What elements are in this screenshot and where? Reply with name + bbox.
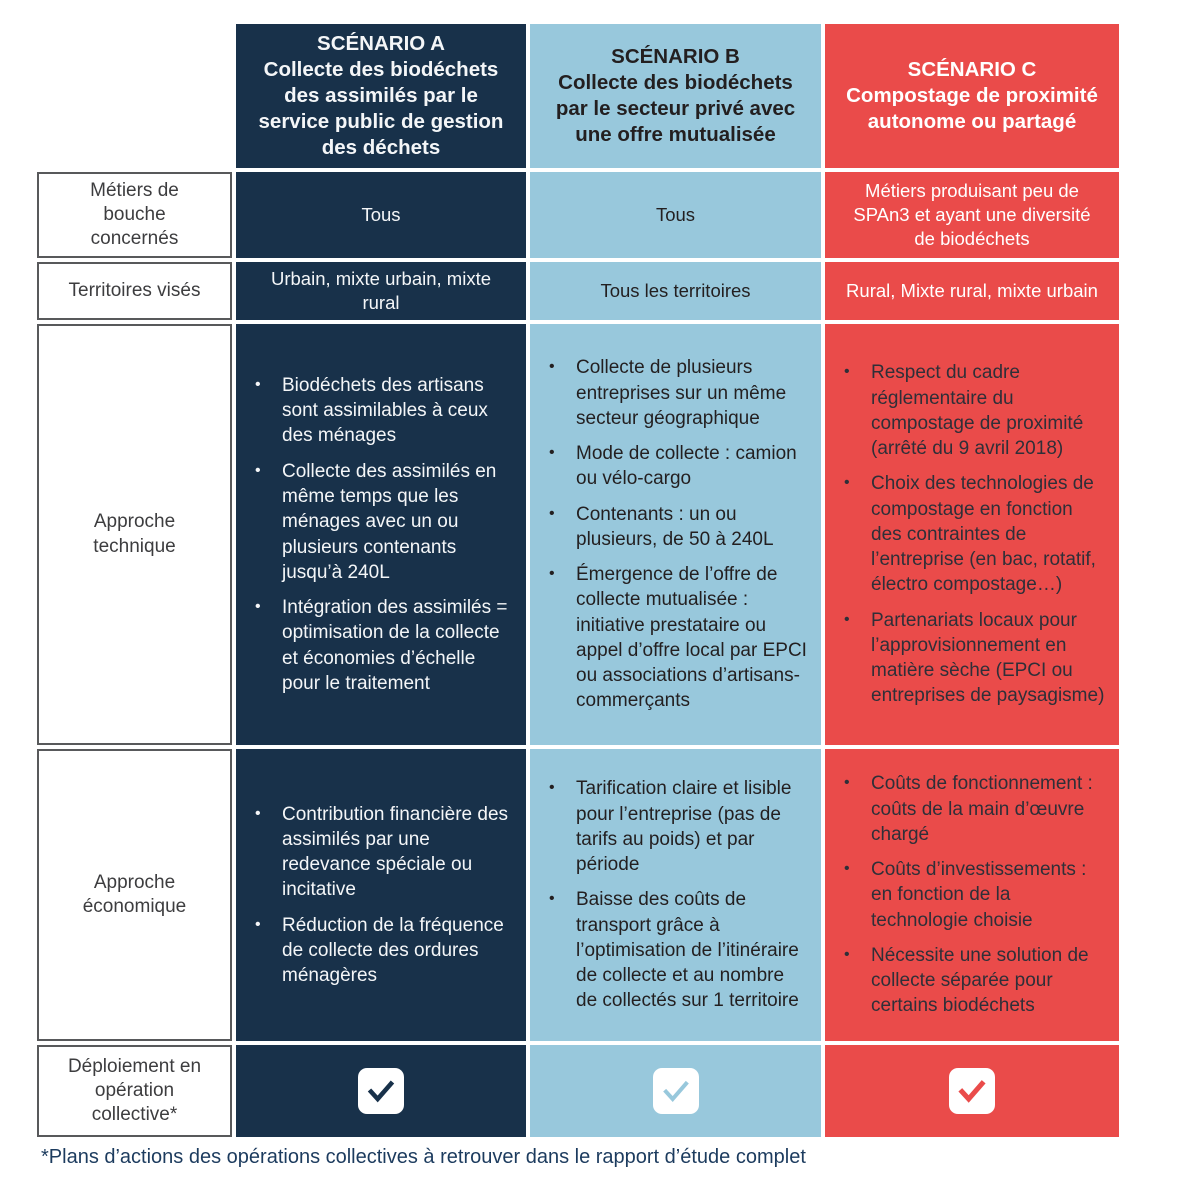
territoires-scenario-b: Tous les territoires — [530, 262, 821, 320]
economique-b-list — [538, 766, 809, 1023]
header-scenario-a — [236, 24, 526, 168]
technique-c-list — [833, 350, 1107, 718]
row-label-territoires: Territoires visés — [37, 262, 232, 320]
metiers-scenario-a: Tous — [236, 172, 526, 258]
deploiement-scenario-c — [825, 1045, 1119, 1137]
list-item: • Baisse des coûts de transport grâce à l’optimisation de l’itinéraire de collecte et au nombre de collectés sur 1 territoire — [538, 887, 809, 1013]
check-icon — [660, 1075, 692, 1107]
list-item: • Coûts d’investissements : en fonction de la technologie choisie — [833, 857, 1107, 933]
header-scenario-b — [530, 24, 821, 168]
list-item: • Mode de collecte : camion ou vélo-cargo — [538, 441, 809, 492]
check-icon — [365, 1075, 397, 1107]
footnote: *Plans d’actions des opérations collectives à retrouver dans le rapport d’étude complet — [41, 1146, 806, 1168]
list-item: • Collecte de plusieurs entreprises sur un même secteur géographique — [538, 355, 809, 431]
list-item: • Contribution financière des assimilés par une redevance spéciale ou incitative — [244, 802, 514, 903]
list-item: • Émergence de l’offre de collecte mutualisée : initiative prestataire ou appel d’offre local par EPCI ou associations d’artisans-commerçants — [538, 562, 809, 714]
economique-scenario-b — [530, 749, 821, 1041]
territoires-scenario-c: Rural, Mixte rural, mixte urbain — [825, 262, 1119, 320]
row-label-technique: Approche technique — [37, 324, 232, 745]
metiers-scenario-b: Tous — [530, 172, 821, 258]
list-item: • Choix des technologies de compostage en fonction des contraintes de l’entreprise (en bac, rotatif, électro compostage…) — [833, 471, 1107, 597]
scenario-a-subtitle: Collecte des biodéchets des assimilés par le service public de gestion des déchets — [258, 58, 504, 159]
economique-scenario-c — [825, 749, 1119, 1041]
header-empty-corner — [37, 24, 232, 168]
list-item: • Tarification claire et lisible pour l’entreprise (pas de tarifs au poids) et par période — [538, 776, 809, 877]
territoires-scenario-a: Urbain, mixte urbain, mixte rural — [236, 262, 526, 320]
list-item: • Nécessite une solution de collecte séparée pour certains biodéchets — [833, 943, 1107, 1019]
economique-scenario-a — [236, 749, 526, 1041]
row-label-deploiement: Déploiement en opération collective* — [37, 1045, 232, 1137]
list-item: • Réduction de la fréquence de collecte des ordures ménagères — [244, 913, 514, 989]
technique-b-list — [538, 345, 809, 723]
comparison-table — [37, 24, 1119, 1137]
list-item: • Collecte des assimilés en même temps que les ménages avec un ou plusieurs contenants jusqu’à 240L — [244, 459, 514, 585]
list-item: • Intégration des assimilés = optimisation de la collecte et économies d’échelle pour le traitement — [244, 595, 514, 696]
technique-a-list — [244, 363, 514, 706]
check-icon — [956, 1075, 988, 1107]
deploiement-scenario-b — [530, 1045, 821, 1137]
scenario-b-title: SCÉNARIO B — [611, 45, 740, 69]
list-item: • Biodéchets des artisans sont assimilables à ceux des ménages — [244, 373, 514, 449]
row-label-metiers: Métiers de bouche concernés — [37, 172, 232, 258]
scenario-c-subtitle: Compostage de proximité autonome ou partagé — [846, 84, 1098, 133]
economique-c-list — [833, 761, 1107, 1028]
scenario-b-subtitle: Collecte des biodéchets par le secteur privé avec une offre mutualisée — [555, 71, 796, 146]
list-item: • Partenariats locaux pour l’approvisionnement en matière sèche (EPCI ou entreprises de paysagisme) — [833, 608, 1107, 709]
header-scenario-c — [825, 24, 1119, 168]
metiers-scenario-c: Métiers produisant peu de SPAn3 et ayant une diversité de biodéchets — [825, 172, 1119, 258]
technique-scenario-a — [236, 324, 526, 745]
list-item: • Coûts de fonctionnement : coûts de la main d’œuvre chargé — [833, 771, 1107, 847]
deploiement-checkbox-a — [358, 1068, 404, 1114]
row-label-economique: Approche économique — [37, 749, 232, 1041]
list-item: • Respect du cadre réglementaire du compostage de proximité (arrêté du 9 avril 2018) — [833, 360, 1107, 461]
economique-a-list — [244, 792, 514, 999]
scenario-c-title: SCÉNARIO C — [907, 58, 1037, 82]
technique-scenario-c — [825, 324, 1119, 745]
scenario-a-title: SCÉNARIO A — [317, 32, 445, 56]
deploiement-scenario-a — [236, 1045, 526, 1137]
deploiement-checkbox-b — [653, 1068, 699, 1114]
list-item: • Contenants : un ou plusieurs, de 50 à 240L — [538, 502, 809, 553]
deploiement-checkbox-c — [949, 1068, 995, 1114]
technique-scenario-b — [530, 324, 821, 745]
